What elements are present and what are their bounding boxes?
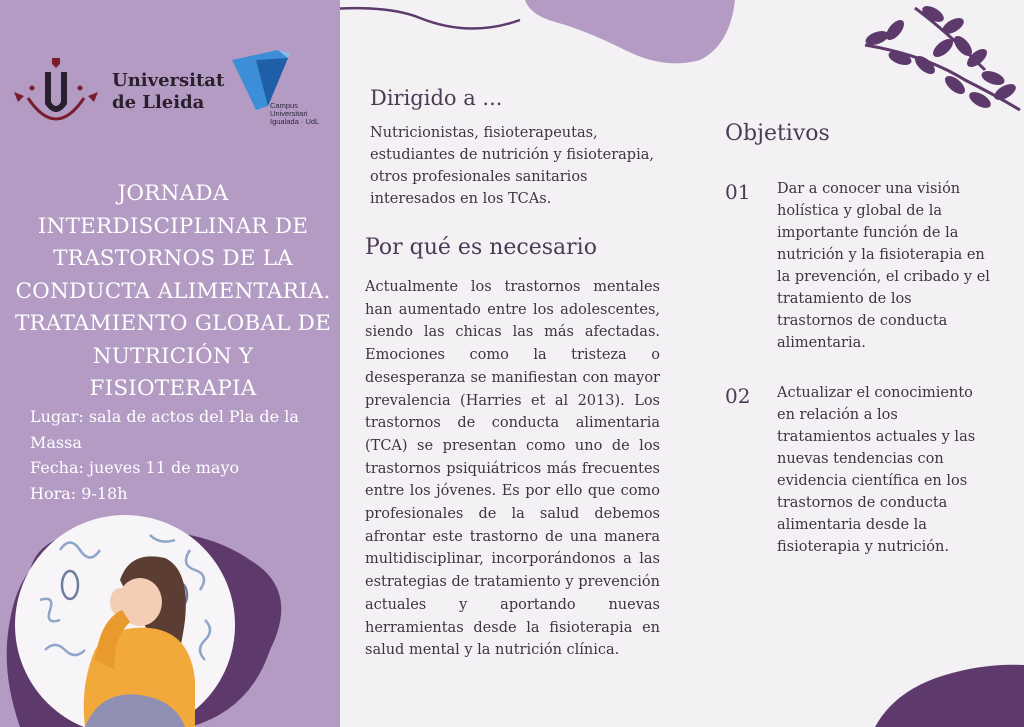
title-line: INTERDISCIPLINAR DE (37, 213, 309, 239)
campus-line1: Campus (270, 101, 298, 110)
objective-number: 01 (725, 180, 751, 204)
top-blob-decoration (525, 0, 735, 65)
title-line: NUTRICIÓN Y FISIOTERAPIA (89, 343, 257, 401)
campus-logo-text (270, 102, 319, 126)
event-info (30, 404, 330, 506)
udl-name-line1: Universitat (112, 70, 225, 91)
title-line: JORNADA (117, 181, 229, 206)
place-line1: Lugar: sala de actos del Pla de la (30, 407, 299, 426)
porque-text: Actualmente los trastornos mentales han aumentado entre los adolescentes, siendo las chicas las más afectadas. Emociones como la tristeza o desesperanza se manifiestan con mayor prevalencia (Harries et al 2013). Los trastornos de conducta alimentaria (TCA) se presentan como uno de los trastornos psiquiátricos más frecuentes entre los jóvenes. Es por ello que como profesionales de la salud debemos afrontar este trastorno de una manera multidisciplinar, incorporándonos a las estrategias de tratamiento y prevención actuales y aportando nuevas herramientas desde la fisioterapia en salud mental y la nutrición clínica. (365, 279, 660, 659)
porque-heading: Por qué es necesario (365, 235, 597, 260)
objective-text: Actualizar el conocimiento en relación a los tratamientos actuales y las nuevas tendencias con evidencia científica en los trastornos de conducta alimentaria desde la fisioterapia y nutrición. (777, 385, 976, 555)
dirigido-heading: Dirigido a ... (370, 86, 503, 110)
title-line: TRATAMIENTO GLOBAL DE (14, 311, 332, 336)
campus-line2: Universitari (270, 109, 308, 118)
event-title (14, 178, 332, 406)
title-line: CONDUCTA ALIMENTARIA. (15, 278, 331, 304)
place-line2: Massa (30, 432, 82, 452)
bottom-blob-decoration (875, 655, 1024, 727)
leaf-branch-icon (855, 0, 1024, 115)
universitat-de-lleida-seal-icon (8, 54, 104, 132)
date-line: Fecha: jueves 11 de mayo (30, 458, 240, 477)
time-line: Hora: 9-18h (30, 483, 128, 503)
right-panel (340, 0, 1024, 727)
udl-name (112, 70, 224, 114)
objective-number: 02 (725, 384, 751, 408)
anxious-girl-illustration (0, 510, 340, 727)
logo-row (8, 50, 338, 140)
dirigido-text: Nutricionistas, fisioterapeutas, estudiantes de nutrición y fisioterapia, otros profesionales sanitarios interesados en los TCAs. (370, 125, 654, 207)
objective-text: Dar a conocer una visión holística y global de la importante función de la nutrición y la fisioterapia en la prevención, el cribado y el tratamiento de los trastornos de conducta alimentaria. (777, 181, 990, 351)
campus-line3: Igualada · UdL (270, 117, 320, 126)
left-panel (0, 0, 340, 727)
objetivos-heading: Objetivos (725, 121, 830, 146)
udl-name-line2: de Lleida (112, 92, 205, 113)
title-line: TRASTORNOS DE LA (53, 246, 293, 271)
